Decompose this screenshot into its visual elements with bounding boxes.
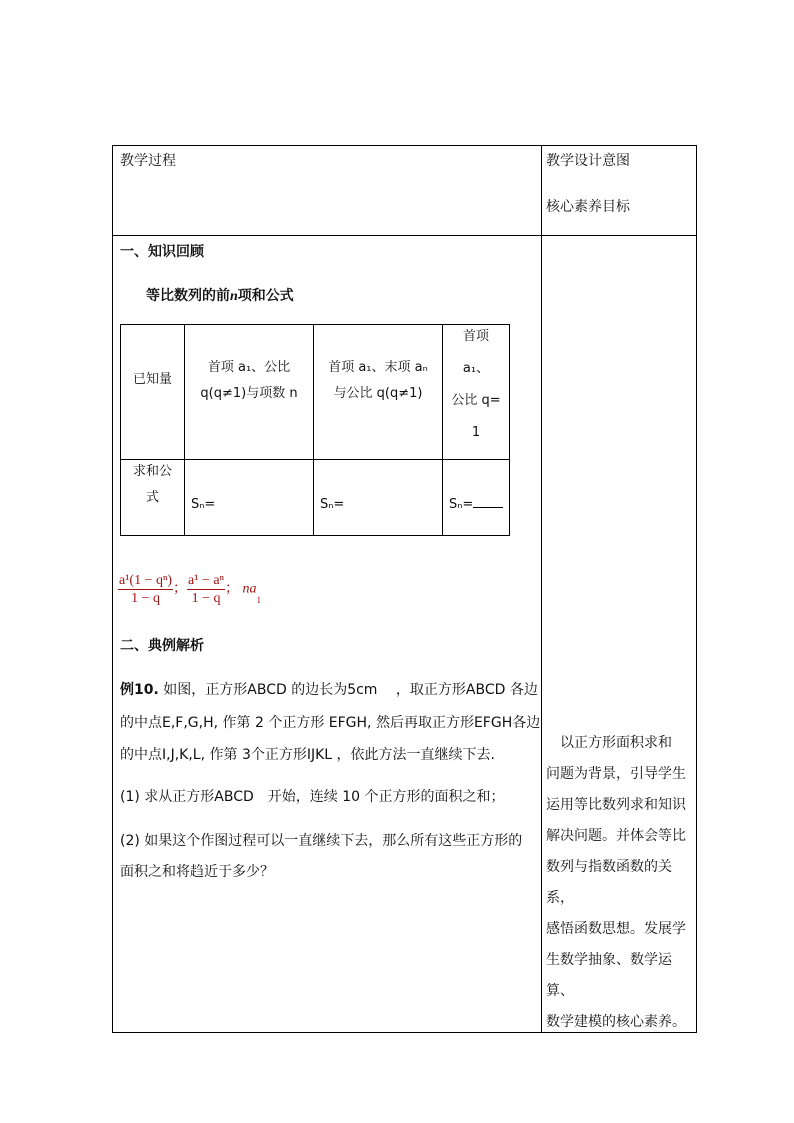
- formula-table: [120, 324, 510, 536]
- question-1: (1) 求从正方形ABCD 开始，连续 10 个正方形的面积之和；: [120, 789, 505, 805]
- header-process: 教学过程: [120, 153, 176, 169]
- sum-cell-3: [449, 492, 503, 518]
- answer-blank: [473, 493, 503, 508]
- separator-2: ；: [224, 581, 239, 597]
- fraction-2-denominator: 1 − q: [191, 591, 221, 606]
- section-title-examples: 二、典例解析: [120, 638, 204, 654]
- label-sum: [121, 459, 184, 511]
- side-line-4: 解决问题。并体会等比: [546, 828, 686, 844]
- sum-cell-3-text: Sₙ=: [449, 497, 474, 512]
- side-line-7: 生数学抽象、数学运算、: [546, 952, 672, 999]
- side-line-3: 运用等比数列求和知识: [546, 797, 686, 813]
- subtitle-post: 项和公式: [237, 288, 294, 304]
- example-line-2: 的中点E,F,G,H, 作第 2 个正方形 EFGH, 然后再取正方形EFGH各边: [120, 715, 541, 731]
- section-subtitle: [146, 286, 294, 307]
- c3-l3: 公比 q=: [451, 393, 501, 408]
- c1-l2: q(q≠1)与项数 n: [200, 386, 298, 401]
- example-line-3: 的中点I,J,K,L, 作第 3个正方形IJKL ，依此方法一直继续下去.: [120, 747, 495, 763]
- c1-l1: 首项 a₁、公比: [207, 360, 291, 375]
- cell-known-3: [443, 321, 509, 449]
- term-na: na: [242, 581, 257, 597]
- fraction-1-denominator: 1 − q: [131, 591, 160, 606]
- term-sub: 1: [256, 594, 261, 605]
- side-line-8: 数学建模的核心素养。: [546, 1014, 686, 1030]
- cell-known-1: [185, 355, 313, 407]
- side-line-1: 以正方形面积求和: [546, 735, 672, 751]
- label-sum-l2: 式: [145, 490, 159, 505]
- column-divider: [541, 146, 542, 1032]
- cell-known-2: [314, 355, 442, 407]
- separator-1: ；: [173, 581, 188, 597]
- fraction-1-numerator: a¹(1 − qⁿ): [119, 573, 173, 588]
- c2-l2: 与公比 q(q≠1): [333, 386, 423, 401]
- design-intent-text: [546, 728, 694, 1038]
- subtitle-var: n: [230, 289, 238, 304]
- header-intent: 教学设计意图: [546, 153, 630, 169]
- question-2-line-1: (2) 如果这个作图过程可以一直继续下去，那么所有这些正方形的: [120, 833, 523, 849]
- c3-l4: 1: [471, 425, 481, 440]
- side-line-5: 数列与指数函数的关系，: [546, 859, 672, 906]
- subtitle-pre: 等比数列的前: [146, 288, 230, 304]
- question-2-line-2: 面积之和将趋近于多少？: [120, 864, 274, 880]
- section-title-review: 一、知识回顾: [120, 244, 204, 260]
- label-known: 已知量: [132, 372, 172, 387]
- c3-l2: a₁、: [462, 361, 490, 376]
- c3-l1: 首项: [462, 329, 489, 344]
- header-goal: 核心素养目标: [546, 199, 630, 215]
- side-line-2: 问题为背景，引导学生: [546, 766, 686, 782]
- example-line-1: [120, 680, 538, 700]
- side-line-6: 感悟函数思想。发展学: [546, 921, 686, 937]
- sum-cell-1: Sₙ=: [191, 497, 216, 512]
- fraction-2: [187, 572, 225, 607]
- example-label: 例10.: [120, 682, 159, 698]
- fraction-2-numerator: a¹ − aⁿ: [188, 573, 224, 588]
- c2-l1: 首项 a₁、末项 aₙ: [328, 360, 428, 375]
- answer-formula: [118, 572, 261, 607]
- header-divider: [113, 235, 696, 236]
- sum-cell-2: Sₙ=: [320, 497, 345, 512]
- example-text-1: 如图，正方形ABCD 的边长为5cm ，取正方形ABCD 各边: [158, 682, 538, 698]
- label-sum-l1: 求和公: [132, 464, 172, 479]
- fraction-1: [118, 572, 173, 607]
